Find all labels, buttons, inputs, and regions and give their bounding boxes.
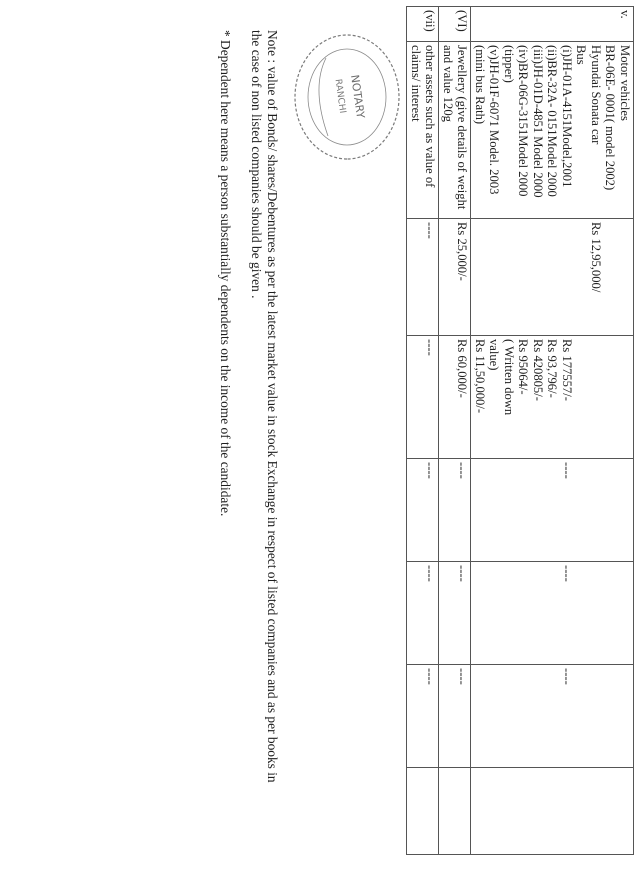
spouse-value: Rs 60,000/- [439, 336, 471, 459]
description-line: and value 120g [441, 45, 455, 122]
dependent-3-cell [471, 665, 634, 768]
svg-text:NOTARY: NOTARY [348, 73, 368, 120]
dependent-value: ---- [439, 459, 471, 562]
assets-table [407, 6, 635, 855]
self-value-cell [471, 219, 634, 336]
spouse-value: value) [487, 339, 502, 371]
description-line: (i)JH-01A-4151Model,2001 [560, 45, 574, 188]
dependent-value: ---- [407, 459, 439, 562]
dependent-2-cell [471, 562, 634, 665]
description-line: (tipper) [502, 45, 516, 83]
spouse-value: ( Written down [502, 339, 516, 416]
dependent-value: ---- [560, 668, 574, 685]
dependent-value: ---- [439, 562, 471, 665]
description-line: Jewellery (give details of weight [455, 45, 470, 210]
description-line: BR-06E- 0001( model 2002) [603, 45, 618, 191]
table-row-motor-vehicles [471, 7, 634, 855]
description-line: Motor vehicles [618, 45, 632, 121]
spouse-value-cell [471, 336, 634, 459]
description-line: (v)JH-01F-6071 Model. 2003 [487, 45, 502, 195]
dependent-value: ---- [439, 665, 471, 768]
dependent-1-cell [471, 459, 634, 562]
dependent-value: ---- [407, 665, 439, 768]
spouse-value: Rs 11,50,000/- [473, 339, 487, 414]
self-value: Rs 25,000/- [439, 219, 471, 336]
extra-cell [471, 768, 634, 855]
asset-description [471, 42, 634, 219]
extra-cell [439, 768, 471, 855]
extra-cell [407, 768, 439, 855]
row-number: (vii) [407, 7, 439, 42]
description-line: Bus [574, 45, 589, 65]
svg-text:RANCHI: RANCHI [332, 78, 348, 115]
spouse-value: Rs 177557/- [560, 339, 574, 401]
row-number: v. [471, 7, 634, 42]
table-row-other-assets [407, 7, 439, 855]
description-line: (iv)BR-06G-3151Model 2000 [516, 45, 531, 197]
table-row-jewellery [439, 7, 471, 855]
description-line: Hyundai Sonata car [589, 45, 603, 145]
description-line: other assets such as value of [423, 45, 438, 188]
self-value: Rs 12,95,000/ [589, 222, 603, 293]
spouse-value: Rs 95064/- [516, 339, 531, 395]
row-number: (VI) [439, 7, 471, 42]
notary-seal-stamp [288, 28, 406, 166]
spouse-value: Rs 420805/- [531, 339, 545, 401]
description-line: (ii)BR-32A- 0151Model 2000 [545, 45, 560, 197]
footnote-text: * Dependent here means a person substantially dependents on the income of the candidate. [217, 30, 233, 517]
self-value: ---- [407, 219, 439, 336]
note-text: Note : value of Bonds/ shares/Debentures as per the latest market value in stock Exchange in respect of listed companies and as per books in the case of non listed companies should be given . [248, 30, 280, 783]
asset-description [407, 42, 439, 219]
dependent-value: ---- [560, 462, 574, 479]
dependent-value: ---- [560, 565, 574, 582]
description-line: claims/ interest [409, 45, 423, 122]
dependent-value: ---- [407, 562, 439, 665]
description-line: (iii)JH-01D-4851 Model 2000 [531, 45, 545, 198]
description-line: (mini bus Rath) [473, 45, 487, 125]
asset-description [439, 42, 471, 219]
spouse-value: ---- [407, 336, 439, 459]
spouse-value: Rs 93,796/- [545, 339, 560, 398]
